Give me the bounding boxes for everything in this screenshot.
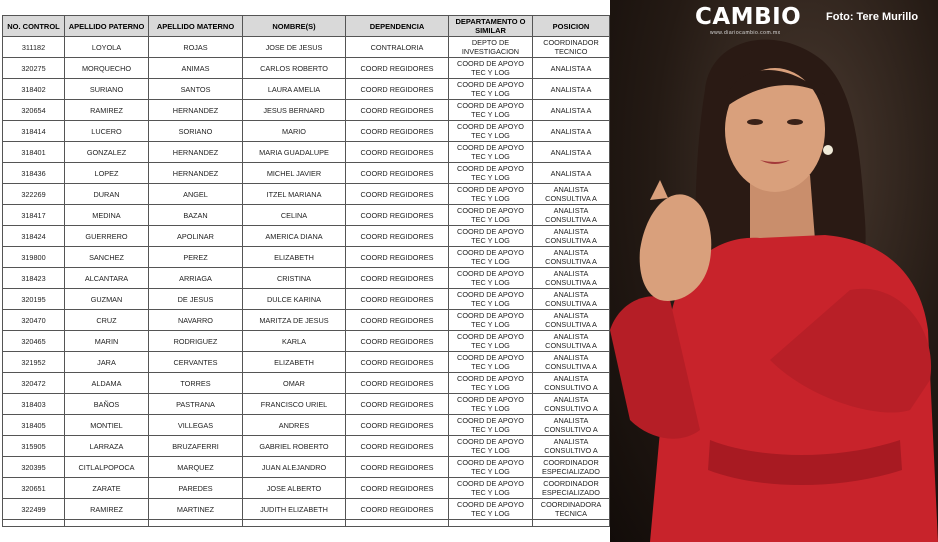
table-cell: ANALISTA A <box>533 100 610 121</box>
table-cell: CRISTINA <box>243 268 346 289</box>
table-cell: MARITZA DE JESUS <box>243 310 346 331</box>
table-cell: COORD DE APOYO TEC Y LOG <box>449 247 533 268</box>
table-cell: SORIANO <box>149 121 243 142</box>
table-cell: MARTINEZ <box>149 499 243 520</box>
table-cell: 320465 <box>3 331 65 352</box>
table-cell: COORDINADORA TECNICA <box>533 499 610 520</box>
table-cell: 320470 <box>3 310 65 331</box>
table-cell: ANGEL <box>149 184 243 205</box>
table-cell: COORD REGIDORES <box>346 184 449 205</box>
table-cell: COORD DE APOYO TEC Y LOG <box>449 478 533 499</box>
table-row <box>3 79 610 100</box>
table-cell: AMERICA DIANA <box>243 226 346 247</box>
photo-credit: Foto: Tere Murillo <box>826 11 919 23</box>
table-row <box>3 100 610 121</box>
table-cell: COORD REGIDORES <box>346 289 449 310</box>
table-cell: JARA <box>65 352 149 373</box>
table-cell: NAVARRO <box>149 310 243 331</box>
table-cell: COORD REGIDORES <box>346 310 449 331</box>
table-row <box>3 415 610 436</box>
table-cell: COORD DE APOYO TEC Y LOG <box>449 163 533 184</box>
table-cell: LARRAZA <box>65 436 149 457</box>
table-cell: ALCANTARA <box>65 268 149 289</box>
table-cell: COORD DE APOYO TEC Y LOG <box>449 457 533 478</box>
table-cell: 318424 <box>3 226 65 247</box>
table-cell: MICHEL JAVIER <box>243 163 346 184</box>
table-cell: KARLA <box>243 331 346 352</box>
table-cell: DE JESUS <box>149 289 243 310</box>
table-row <box>3 142 610 163</box>
table-cell: JUDITH ELIZABETH <box>243 499 346 520</box>
table-row-partial <box>3 520 610 527</box>
table-cell: MARIA GUADALUPE <box>243 142 346 163</box>
table-cell: 318423 <box>3 268 65 289</box>
table-cell: ANALISTA A <box>533 142 610 163</box>
table-cell: COORD DE APOYO TEC Y LOG <box>449 415 533 436</box>
table-cell: COORD DE APOYO TEC Y LOG <box>449 352 533 373</box>
table-cell: COORD DE APOYO TEC Y LOG <box>449 373 533 394</box>
table-cell: ANALISTA A <box>533 58 610 79</box>
table-cell: DULCE KARINA <box>243 289 346 310</box>
table-row <box>3 499 610 520</box>
table-cell: ANALISTA CONSULTIVA A <box>533 205 610 226</box>
table-cell: GABRIEL ROBERTO <box>243 436 346 457</box>
table-cell: COORD DE APOYO TEC Y LOG <box>449 499 533 520</box>
table-cell: CRUZ <box>65 310 149 331</box>
table-cell: SANTOS <box>149 79 243 100</box>
table-cell: SURIANO <box>65 79 149 100</box>
table-cell: LAURA AMELIA <box>243 79 346 100</box>
table-cell: DURAN <box>65 184 149 205</box>
table-cell: COORD DE APOYO TEC Y LOG <box>449 310 533 331</box>
table-cell: SANCHEZ <box>65 247 149 268</box>
column-header: DEPENDENCIA <box>346 16 449 37</box>
table-row <box>3 58 610 79</box>
table-cell: COORD REGIDORES <box>346 331 449 352</box>
table-cell: ANALISTA CONSULTIVO A <box>533 415 610 436</box>
table-cell: GUERRERO <box>65 226 149 247</box>
table-row <box>3 184 610 205</box>
table-cell: ANALISTA CONSULTIVO A <box>533 436 610 457</box>
table-cell: LOYOLA <box>65 37 149 58</box>
table-header-row <box>3 16 610 37</box>
table-cell: COORD DE APOYO TEC Y LOG <box>449 184 533 205</box>
table-cell: 318405 <box>3 415 65 436</box>
table-row <box>3 331 610 352</box>
table-cell: 318417 <box>3 205 65 226</box>
table-cell: ANALISTA A <box>533 163 610 184</box>
table-cell: BAZAN <box>149 205 243 226</box>
table-cell: COORD REGIDORES <box>346 163 449 184</box>
table-cell: PEREZ <box>149 247 243 268</box>
table-row <box>3 457 610 478</box>
table-cell: ITZEL MARIANA <box>243 184 346 205</box>
table-cell: 322269 <box>3 184 65 205</box>
cambio-logo: CAMBIO <box>695 4 802 30</box>
table-cell: 318414 <box>3 121 65 142</box>
table-cell: 318402 <box>3 79 65 100</box>
table-cell: 320275 <box>3 58 65 79</box>
table-cell: LUCERO <box>65 121 149 142</box>
table-cell: RODRIGUEZ <box>149 331 243 352</box>
table-cell: MONTIEL <box>65 415 149 436</box>
table-cell: COORD DE APOYO TEC Y LOG <box>449 100 533 121</box>
table-cell: COORD REGIDORES <box>346 268 449 289</box>
column-header: NO. CONTROL <box>3 16 65 37</box>
table-cell: ANALISTA CONSULTIVA A <box>533 226 610 247</box>
table-cell: MARIN <box>65 331 149 352</box>
table-cell: MORQUECHO <box>65 58 149 79</box>
table-cell: COORD REGIDORES <box>346 457 449 478</box>
table-cell: ANALISTA CONSULTIVA A <box>533 289 610 310</box>
table-cell: ANALISTA CONSULTIVA A <box>533 352 610 373</box>
table-cell: FRANCISCO URIEL <box>243 394 346 415</box>
table-cell: HERNANDEZ <box>149 163 243 184</box>
table-cell: TORRES <box>149 373 243 394</box>
table-row <box>3 394 610 415</box>
table-cell: 319800 <box>3 247 65 268</box>
table-cell: COORD DE APOYO TEC Y LOG <box>449 226 533 247</box>
table-cell: COORD REGIDORES <box>346 226 449 247</box>
table-cell: COORD DE APOYO TEC Y LOG <box>449 58 533 79</box>
table-cell: ANALISTA CONSULTIVO A <box>533 394 610 415</box>
table-cell: CITLALPOPOCA <box>65 457 149 478</box>
table-cell: COORD REGIDORES <box>346 373 449 394</box>
table-cell: JESUS BERNARD <box>243 100 346 121</box>
table-cell: ANALISTA CONSULTIVA A <box>533 268 610 289</box>
table-cell: VILLEGAS <box>149 415 243 436</box>
table-cell: HERNANDEZ <box>149 142 243 163</box>
table-cell: COORD REGIDORES <box>346 100 449 121</box>
table-row <box>3 310 610 331</box>
table-cell: 320195 <box>3 289 65 310</box>
table-cell: DEPTO DE INVESTIGACION <box>449 37 533 58</box>
table-cell: CARLOS ROBERTO <box>243 58 346 79</box>
table-cell: COORD REGIDORES <box>346 478 449 499</box>
table-cell: ANIMAS <box>149 58 243 79</box>
table-cell: COORDINADOR ESPECIALIZADO <box>533 457 610 478</box>
table-cell: ARRIAGA <box>149 268 243 289</box>
table-row <box>3 205 610 226</box>
table-cell: APOLINAR <box>149 226 243 247</box>
table-cell: 320651 <box>3 478 65 499</box>
table-cell: CELINA <box>243 205 346 226</box>
table-cell: COORD DE APOYO TEC Y LOG <box>449 121 533 142</box>
table-cell: BRUZAFERRI <box>149 436 243 457</box>
table-row <box>3 163 610 184</box>
table-row <box>3 373 610 394</box>
table-cell: PAREDES <box>149 478 243 499</box>
table-cell: PASTRANA <box>149 394 243 415</box>
table-cell: 318436 <box>3 163 65 184</box>
table-cell: COORD DE APOYO TEC Y LOG <box>449 268 533 289</box>
column-header: APELLIDO PATERNO <box>65 16 149 37</box>
table-cell: COORD DE APOYO TEC Y LOG <box>449 436 533 457</box>
table-cell: COORD DE APOYO TEC Y LOG <box>449 289 533 310</box>
table-cell: COORDINADOR TECNICO <box>533 37 610 58</box>
table-row <box>3 352 610 373</box>
table-cell: RAMIREZ <box>65 100 149 121</box>
press-photo <box>610 0 938 542</box>
table-cell: COORD REGIDORES <box>346 79 449 100</box>
table-cell: ELIZABETH <box>243 352 346 373</box>
table-cell: COORD DE APOYO TEC Y LOG <box>449 142 533 163</box>
table-cell: GONZALEZ <box>65 142 149 163</box>
table-cell: ANDRES <box>243 415 346 436</box>
table-cell: ALDAMA <box>65 373 149 394</box>
table-cell: JUAN ALEJANDRO <box>243 457 346 478</box>
table-cell: COORD REGIDORES <box>346 205 449 226</box>
table-cell: 311182 <box>3 37 65 58</box>
table-cell: OMAR <box>243 373 346 394</box>
table-cell: ANALISTA CONSULTIVA A <box>533 331 610 352</box>
table-cell: MARQUEZ <box>149 457 243 478</box>
table-cell: COORD REGIDORES <box>346 394 449 415</box>
table-cell: 320654 <box>3 100 65 121</box>
table-cell: JOSE ALBERTO <box>243 478 346 499</box>
table-cell: COORD REGIDORES <box>346 436 449 457</box>
table-cell: COORD REGIDORES <box>346 142 449 163</box>
table-cell: COORD DE APOYO TEC Y LOG <box>449 394 533 415</box>
table-cell: 318403 <box>3 394 65 415</box>
table-cell: COORDINADOR ESPECIALIZADO <box>533 478 610 499</box>
logo-website: www.diariocambio.com.mx <box>710 30 781 36</box>
table-cell: COORD REGIDORES <box>346 499 449 520</box>
table-row <box>3 121 610 142</box>
table-cell: COORD DE APOYO TEC Y LOG <box>449 79 533 100</box>
woman-portrait <box>610 0 938 542</box>
table-cell: ANALISTA CONSULTIVA A <box>533 247 610 268</box>
table-cell: MEDINA <box>65 205 149 226</box>
table-row <box>3 478 610 499</box>
table-cell: ELIZABETH <box>243 247 346 268</box>
table-cell: 320395 <box>3 457 65 478</box>
table-cell: 318401 <box>3 142 65 163</box>
table-cell: ZARATE <box>65 478 149 499</box>
table-cell: BAÑOS <box>65 394 149 415</box>
table-cell: COORD DE APOYO TEC Y LOG <box>449 205 533 226</box>
table-cell: COORD DE APOYO TEC Y LOG <box>449 331 533 352</box>
table-cell: COORD REGIDORES <box>346 415 449 436</box>
table-cell: 315905 <box>3 436 65 457</box>
table-cell: ROJAS <box>149 37 243 58</box>
table-cell: JOSE DE JESUS <box>243 37 346 58</box>
table-cell: 321952 <box>3 352 65 373</box>
table-cell: COORD REGIDORES <box>346 247 449 268</box>
table-row <box>3 226 610 247</box>
table-cell: ANALISTA CONSULTIVO A <box>533 373 610 394</box>
column-header: DEPARTAMENTO O SIMILAR <box>449 16 533 37</box>
table-cell: ANALISTA CONSULTIVA A <box>533 184 610 205</box>
column-header: NOMBRE(S) <box>243 16 346 37</box>
column-header: POSICION <box>533 16 610 37</box>
table-row <box>3 268 610 289</box>
table-row <box>3 289 610 310</box>
table-cell: HERNANDEZ <box>149 100 243 121</box>
table-cell: LOPEZ <box>65 163 149 184</box>
table-cell: MARIO <box>243 121 346 142</box>
table-row <box>3 247 610 268</box>
table-row <box>3 436 610 457</box>
table-cell: COORD REGIDORES <box>346 352 449 373</box>
table-cell: ANALISTA CONSULTIVA A <box>533 310 610 331</box>
table-cell: ANALISTA A <box>533 79 610 100</box>
employee-table <box>2 15 610 527</box>
table-cell: 322499 <box>3 499 65 520</box>
column-header: APELLIDO MATERNO <box>149 16 243 37</box>
table-row <box>3 37 610 58</box>
table-cell: GUZMAN <box>65 289 149 310</box>
table-cell: CONTRALORIA <box>346 37 449 58</box>
table-cell: ANALISTA A <box>533 121 610 142</box>
table-cell: 320472 <box>3 373 65 394</box>
table-cell: RAMIREZ <box>65 499 149 520</box>
table-cell: COORD REGIDORES <box>346 121 449 142</box>
table-cell: COORD REGIDORES <box>346 58 449 79</box>
table-cell: CERVANTES <box>149 352 243 373</box>
